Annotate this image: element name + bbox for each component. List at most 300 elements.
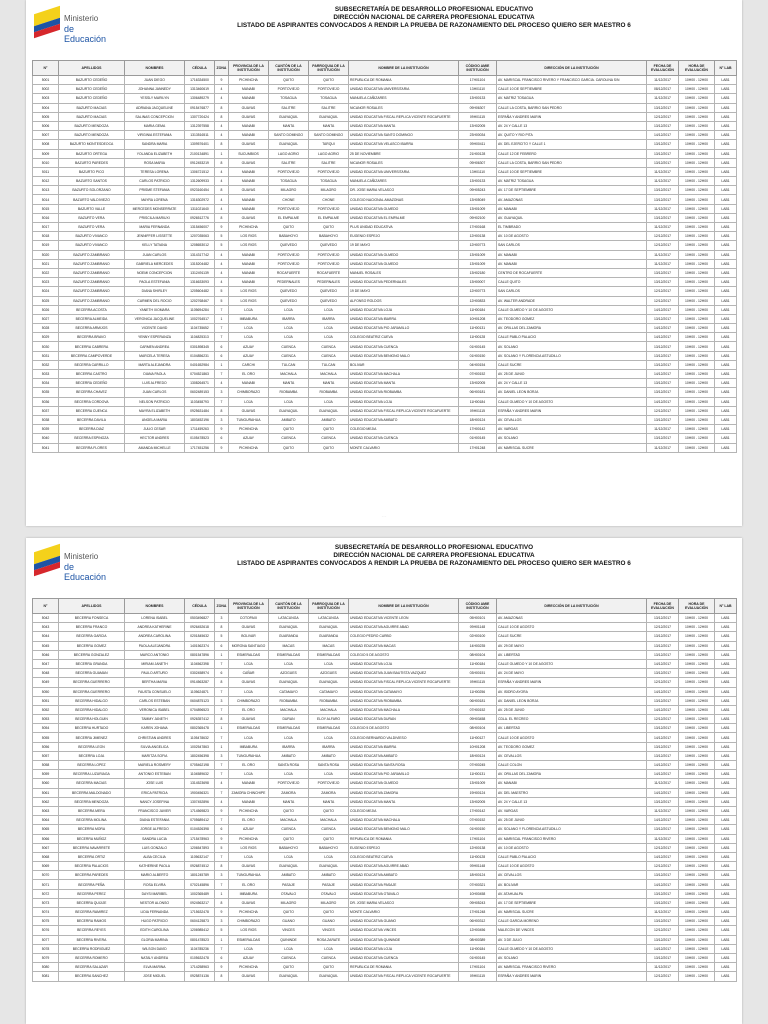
table-cell: 12/12/2017 — [647, 678, 679, 687]
table-cell: 9 — [215, 834, 229, 843]
table-cell: QUITO — [309, 76, 349, 85]
table-row — [33, 85, 737, 94]
table-cell: EL ORO — [229, 705, 269, 714]
table-cell: LAB1 — [715, 816, 737, 825]
table-cell: UNIDAD EDUCATIVA VINCES — [349, 926, 459, 935]
table-cell: 19 DE MAYO — [349, 241, 459, 250]
table-cell: UNIDAD EDUCATIVA MANTA — [349, 121, 459, 130]
table-cell: LAB1 — [715, 296, 737, 305]
table-cell: QUITO — [309, 806, 349, 815]
table-cell: 5033 — [33, 370, 59, 379]
table-cell: 5027 — [33, 314, 59, 323]
table-cell: 1314523698 — [185, 779, 215, 788]
table-cell: BAZURTO MACIAS — [59, 103, 125, 112]
table-cell: 5056 — [33, 742, 59, 751]
table-cell: 10H00 - 12H00 — [679, 415, 715, 424]
table-cell: 13H01009 — [459, 779, 497, 788]
table-cell: CALLE 10 DE AGOSTO — [497, 623, 647, 632]
table-cell: BECERRA FRANCO — [59, 623, 125, 632]
table-cell: PAOLA ALEJANDRA — [125, 641, 185, 650]
table-cell: NICANOR ROSALES — [349, 103, 459, 112]
table-cell: CENTRO DE ROCAFUERTE — [497, 268, 647, 277]
table-cell: UNIDAD EDUCATIVA FISCAL REPLICA VICENTE ROCAFUERTE — [349, 972, 459, 981]
table-row — [33, 112, 737, 121]
table-cell: 4 — [215, 121, 229, 130]
table-cell: AMANDA MICHELLE — [125, 443, 185, 452]
table-cell: LOJA — [269, 659, 309, 668]
table-cell: BECERRA LOPEZ — [59, 761, 125, 770]
table-cell: PEDERNALES — [309, 278, 349, 287]
table-cell: 11H00184 — [459, 944, 497, 953]
table-cell: UNIDAD EDUCATIVA IBARRA — [349, 314, 459, 323]
table-cell: QUITO — [269, 443, 309, 452]
table-cell: MANABI — [229, 204, 269, 213]
table-cell: 10H00 - 12H00 — [679, 434, 715, 443]
table-cell: 5005 — [33, 112, 59, 121]
table-cell: 5066 — [33, 834, 59, 843]
table-cell: 0602489153 — [185, 388, 215, 397]
table-cell: UNIDAD EDUCATIVA IBARRA — [349, 742, 459, 751]
table-cell: 09H00411 — [459, 140, 497, 149]
table-cell: 13/12/2017 — [647, 742, 679, 751]
table-cell: YOLANDA ELIZABETH — [125, 149, 185, 158]
table-cell: QUEVEDO — [309, 287, 349, 296]
table-cell: BAZURTO VIVANCO — [59, 232, 125, 241]
table-cell: JOHANNA JANNEDY — [125, 85, 185, 94]
table-cell: IBARRA — [269, 742, 309, 751]
table-row — [33, 825, 737, 834]
table-cell: 1207035063 — [185, 232, 215, 241]
table-cell: QUEVEDO — [309, 241, 349, 250]
table-cell: GUAYAQUIL — [269, 406, 309, 415]
table-cell: BAZURTO ZAMBRANO — [59, 268, 125, 277]
table-cell: CDLA. EL RECREO — [497, 715, 647, 724]
table-cell: LAB1 — [715, 852, 737, 861]
table-cell: 10H00 - 12H00 — [679, 94, 715, 103]
table-cell: SUCUMBIOS — [229, 149, 269, 158]
table-cell: 3 — [215, 696, 229, 705]
table-cell: YENNY ESPERANZA — [125, 333, 185, 342]
table-cell: BECERRA LUZURIAGA — [59, 770, 125, 779]
table-cell: BECERRA CAMPOVERDE — [59, 351, 125, 360]
table-cell: LAB1 — [715, 186, 737, 195]
table-cell: AV. MATRIZ TOSAGUA — [497, 177, 647, 186]
table-cell: 10H00 - 12H00 — [679, 742, 715, 751]
table-cell: TUNGURAHUA — [229, 871, 269, 880]
table-row — [33, 388, 737, 397]
table-cell: 10H00 - 12H00 — [679, 963, 715, 972]
table-cell: LOS RIOS — [229, 926, 269, 935]
table-cell: MANTA — [309, 121, 349, 130]
table-cell: BECERRA ROMERO — [59, 953, 125, 962]
document-page-2 — [26, 538, 742, 1024]
table-cell: 0503496827 — [185, 614, 215, 623]
table-cell: MACHALA — [309, 816, 349, 825]
table-row — [33, 908, 737, 917]
table-row — [33, 268, 737, 277]
table-cell: 1714569823 — [185, 806, 215, 815]
table-cell: ROSA MARIA — [125, 158, 185, 167]
table-cell: 01H00145 — [459, 342, 497, 351]
table-cell: CUENCA — [309, 825, 349, 834]
table-cell: 10H00 - 12H00 — [679, 250, 715, 259]
table-cell: 10H00 - 12H00 — [679, 761, 715, 770]
table-cell: CUENCA — [269, 953, 309, 962]
table-row — [33, 314, 737, 323]
table-cell: 4 — [215, 131, 229, 140]
table-cell: 13/12/2017 — [647, 953, 679, 962]
table-cell: UNIDAD EDUCATIVA RIOBAMBA — [349, 696, 459, 705]
table-cell: CHIMBORAZO — [229, 696, 269, 705]
table-row — [33, 186, 737, 195]
table-cell: 13/12/2017 — [647, 388, 679, 397]
table-cell: QUITO — [269, 806, 309, 815]
table-cell: AV. DEL MAESTRO — [497, 788, 647, 797]
table-cell: 1316633093 — [185, 278, 215, 287]
table-row — [33, 241, 737, 250]
table-cell: 0925874136 — [185, 972, 215, 981]
table-cell: LORENA ISABEL — [125, 614, 185, 623]
table-cell: 5045 — [33, 641, 59, 650]
table-cell: UNIDAD EDUCATIVA AGUIRRE ABAD — [349, 862, 459, 871]
table-cell: 1002547863 — [185, 742, 215, 751]
table-cell: LOS RIOS — [229, 232, 269, 241]
table-cell: NELSON PATRICIO — [125, 397, 185, 406]
table-cell: 1206985412 — [185, 926, 215, 935]
column-header: CÉDULA — [185, 599, 215, 614]
table-cell: LAB1 — [715, 250, 737, 259]
table-cell: 07H00321 — [459, 880, 497, 889]
table-cell: 0201845632 — [185, 632, 215, 641]
table-cell: 09H03458 — [459, 715, 497, 724]
table-cell: 5026 — [33, 305, 59, 314]
table-cell: AV. 29 DE MAYO — [497, 641, 647, 650]
table-cell: MANABI — [229, 797, 269, 806]
table-cell: UNIDAD EDUCATIVA MACHALA — [349, 370, 459, 379]
table-cell: 13H01110 — [459, 85, 497, 94]
table-cell: AZOGUES — [269, 669, 309, 678]
table-cell: QUITO — [269, 834, 309, 843]
table-cell: MACHALA — [269, 705, 309, 714]
table-cell: 1309576401 — [185, 140, 215, 149]
table-cell: AV. MARISCAL FRANCISCO RIVERO Y FRANCISCO GARCIA. CAROLINA S/N — [497, 76, 647, 85]
table-cell: BAZURTO ORTEGA — [59, 149, 125, 158]
table-cell: GUAYAQUIL — [269, 678, 309, 687]
table-cell: BECERRA RODRIGUEZ — [59, 944, 125, 953]
table-cell: 1313516511 — [185, 131, 215, 140]
table-cell: BECERRA ALMEIDA — [59, 314, 125, 323]
table-cell: LAB1 — [715, 406, 737, 415]
table-cell: 8 — [215, 623, 229, 632]
table-cell: LAB1 — [715, 140, 737, 149]
table-cell: 10H00 - 12H00 — [679, 972, 715, 981]
table-cell: 10H00 - 12H00 — [679, 935, 715, 944]
table-cell: 5011 — [33, 167, 59, 176]
table-cell: LAB1 — [715, 305, 737, 314]
table-cell: 0924563217 — [185, 898, 215, 907]
table-cell: 11/12/2017 — [647, 250, 679, 259]
table-cell: CUENCA — [269, 342, 309, 351]
table-cell: CARLOS ESTEBAN — [125, 696, 185, 705]
table-cell: LOJA — [269, 852, 309, 861]
table-cell: BAZURTO ZAMBRANO — [59, 259, 125, 268]
table-cell: CARCHI — [229, 360, 269, 369]
table-cell: 12/12/2017 — [647, 843, 679, 852]
table-cell: PLUS UNIDAD EDUCATIVA — [349, 223, 459, 232]
table-cell: GUAYAQUIL — [269, 140, 309, 149]
table-cell: MANABI — [229, 250, 269, 259]
aspirants-table — [32, 60, 737, 453]
table-cell: GUAYAQUIL — [309, 623, 349, 632]
table-cell: 1104785236 — [185, 944, 215, 953]
table-cell: 10H00 - 12H00 — [679, 112, 715, 121]
logo-line-2: de Educación — [64, 562, 107, 582]
table-cell: 12/12/2017 — [647, 715, 679, 724]
table-cell: LAB1 — [715, 103, 737, 112]
table-row — [33, 623, 737, 632]
table-cell: 5070 — [33, 871, 59, 880]
table-cell: SANDRA LUCIA — [125, 834, 185, 843]
table-cell: COLEGIO BERNARDO VALDIVIESO — [349, 733, 459, 742]
table-cell: 11H00256 — [459, 687, 497, 696]
table-cell: CALLE LA COSTA, BARRIO SAN PEDRO — [497, 158, 647, 167]
table-cell: 13H00133 — [459, 177, 497, 186]
table-cell: LOJA — [229, 305, 269, 314]
table-row — [33, 862, 737, 871]
table-cell: MANTA — [269, 121, 309, 130]
table-cell: 1104589632 — [185, 770, 215, 779]
table-cell: CALLE SUCRE — [497, 632, 647, 641]
table-cell: 11H00131 — [459, 770, 497, 779]
table-cell: COLEGIO MEJIA — [349, 806, 459, 815]
table-cell: LUIS GONZALO — [125, 843, 185, 852]
table-cell: LAB1 — [715, 926, 737, 935]
table-cell: ANTONIO ESTEBAN — [125, 770, 185, 779]
table-cell: IMBABURA — [229, 742, 269, 751]
table-cell: AV. MANABI — [497, 204, 647, 213]
table-row — [33, 944, 737, 953]
column-header: N° — [33, 61, 59, 76]
table-cell: 14/12/2017 — [647, 788, 679, 797]
table-row — [33, 370, 737, 379]
table-row — [33, 177, 737, 186]
table-cell: UNIDAD EDUCATIVA CUENCA — [349, 434, 459, 443]
table-cell: AV. CEVALLOS — [497, 871, 647, 880]
table-cell: LOJA — [229, 944, 269, 953]
table-cell: LAB1 — [715, 388, 737, 397]
table-cell: AV. SOLANO — [497, 342, 647, 351]
table-row — [33, 158, 737, 167]
table-cell: UNIDAD EDUCATIVA FISCAL REPLICA VICENTE ROCAFUERTE — [349, 678, 459, 687]
table-cell: AZUAY — [229, 953, 269, 962]
title-line-2: DIRECCIÓN NACIONAL DE CARRERA PROFESIONAL EDUCATIVA — [333, 552, 535, 560]
table-cell: 5064 — [33, 816, 59, 825]
table-cell: LAB1 — [715, 232, 737, 241]
table-cell: 5050 — [33, 687, 59, 696]
table-cell: CALLE SUCRE — [497, 360, 647, 369]
table-cell: PICHINCHA — [229, 806, 269, 815]
flag-emblem-icon — [34, 544, 60, 576]
table-cell: 1307720424 — [185, 112, 215, 121]
table-cell: LAB1 — [715, 972, 737, 981]
table-cell: AV. MARISCAL SUCRE — [497, 908, 647, 917]
table-cell: LAB1 — [715, 944, 737, 953]
table-cell: 13/12/2017 — [647, 669, 679, 678]
table-cell: SAN CARLOS — [497, 287, 647, 296]
column-header: ZONA — [215, 599, 229, 614]
table-cell: 17H01104 — [459, 834, 497, 843]
table-cell: 5020 — [33, 250, 59, 259]
table-cell: BECERRA MOLINA — [59, 816, 125, 825]
table-cell: AV. LIBERTAD — [497, 724, 647, 733]
table-cell: 10H00 - 12H00 — [679, 788, 715, 797]
table-cell: IBARRA — [269, 314, 309, 323]
table-cell: OTAVALO — [309, 889, 349, 898]
table-cell: LAB1 — [715, 397, 737, 406]
table-cell: BAZURTO PAREDES — [59, 158, 125, 167]
table-cell: MANABI — [229, 94, 269, 103]
table-cell: MACAS — [309, 641, 349, 650]
table-cell: EL ORO — [229, 816, 269, 825]
table-cell: 1208653012 — [185, 241, 215, 250]
table-cell: UNIDAD EDUCATIVA JUAN BAUTISTA VAZQUEZ — [349, 669, 459, 678]
table-cell: CUENCA — [309, 434, 349, 443]
table-cell: 13/12/2017 — [647, 149, 679, 158]
table-cell: CHRISTIAN ANDRES — [125, 733, 185, 742]
table-cell: BECERRA CASTRO — [59, 370, 125, 379]
table-cell: 1716334500 — [185, 76, 215, 85]
table-cell: 13/12/2017 — [647, 696, 679, 705]
table-row — [33, 724, 737, 733]
table-cell: JOSE MIGUEL — [125, 972, 185, 981]
table-cell: 0604125873 — [185, 917, 215, 926]
table-cell: 10H00 - 12H00 — [679, 324, 715, 333]
table-cell: SANTA ROSA — [309, 761, 349, 770]
column-header: CÓDIGO AMIE INSTITUCIÓN — [459, 61, 497, 76]
ministerio-logo — [34, 6, 114, 50]
table-cell: 12/12/2017 — [647, 287, 679, 296]
column-header: PARROQUIA DE LA INSTITUCIÓN — [309, 61, 349, 76]
table-cell: BAZURTO ZAMBRANO — [59, 296, 125, 305]
table-cell: 10H00 - 12H00 — [679, 167, 715, 176]
table-cell: 7 — [215, 788, 229, 797]
table-cell: TUNGURAHUA — [229, 751, 269, 760]
table-cell: 1717451256 — [185, 443, 215, 452]
table-cell: EL EMPALME — [309, 213, 349, 222]
table-cell: NANCY JOSEFINA — [125, 797, 185, 806]
table-cell: 07H00152 — [459, 370, 497, 379]
table-cell: 10H00 - 12H00 — [679, 724, 715, 733]
table-cell: 14H00235 — [459, 641, 497, 650]
table-cell: PORTOVIEJO — [269, 250, 309, 259]
table-cell: 10H00 - 12H00 — [679, 926, 715, 935]
table-cell: 7 — [215, 852, 229, 861]
table-cell: 5080 — [33, 963, 59, 972]
table-cell: 1312609933 — [185, 177, 215, 186]
table-cell: 10H00 - 12H00 — [679, 121, 715, 130]
table-cell: SALITRE — [269, 103, 309, 112]
table-cell: AV. ATAHUALPA — [497, 889, 647, 898]
table-cell: PICHINCHA — [229, 908, 269, 917]
table-cell: LAGO AGRIO — [269, 149, 309, 158]
table-cell: LAB1 — [715, 351, 737, 360]
table-cell: CUENCA — [309, 351, 349, 360]
table-cell: PORTOVIEJO — [309, 259, 349, 268]
table-cell: 11H00184 — [459, 659, 497, 668]
table-cell: UNIDAD EDUCATIVA PIO JARAMILLO — [349, 324, 459, 333]
table-cell: SALINAS CONCEPCION — [125, 112, 185, 121]
table-cell: QUEVEDO — [269, 287, 309, 296]
table-cell: LAB1 — [715, 379, 737, 388]
column-header: PARROQUIA DE LA INSTITUCIÓN — [309, 599, 349, 614]
table-cell: LAB1 — [715, 963, 737, 972]
table-cell: 8 — [215, 898, 229, 907]
table-row — [33, 204, 737, 213]
table-cell: 10H00 - 12H00 — [679, 632, 715, 641]
table-cell: 1104825313 — [185, 333, 215, 342]
table-cell: 13/12/2017 — [647, 268, 679, 277]
table-cell: 09H06307 — [459, 158, 497, 167]
table-cell: MANUEL ROSALES — [349, 268, 459, 277]
table-cell: 10H00 - 12H00 — [679, 898, 715, 907]
table-row — [33, 195, 737, 204]
table-cell: 6 — [215, 953, 229, 962]
table-cell: LAB1 — [715, 415, 737, 424]
column-header: N° — [33, 599, 59, 614]
table-cell: AV. SOLANO — [497, 953, 647, 962]
table-cell: 03H00151 — [459, 669, 497, 678]
table-cell: ESMERALDAS — [269, 650, 309, 659]
table-cell: MANABI — [229, 278, 269, 287]
table-cell: LAB1 — [715, 715, 737, 724]
table-cell: 11/12/2017 — [647, 167, 679, 176]
column-header: NOMBRES — [125, 61, 185, 76]
table-cell: EL TIMBRADO — [497, 223, 647, 232]
table-cell: MANABI — [229, 121, 269, 130]
table-cell: CALLE 10 DE SEPTIEMBRE — [497, 167, 647, 176]
table-cell: LAB1 — [715, 195, 737, 204]
table-cell: AV. 24 Y CALLE 13 — [497, 379, 647, 388]
column-header: NOMBRE DE LA INSTITUCIÓN — [349, 599, 459, 614]
table-cell: BAZURTO SANTOS — [59, 177, 125, 186]
table-cell: 5052 — [33, 705, 59, 714]
table-cell: ESPAÑA Y ANDRES MARIN — [497, 972, 647, 981]
table-cell: GUAYAS — [229, 140, 269, 149]
table-cell: UNIDAD EDUCATIVA QUININDE — [349, 935, 459, 944]
table-cell: UNIDAD EDUCATIVA OLMEDO — [349, 204, 459, 213]
table-cell: 1205604482 — [185, 287, 215, 296]
table-cell: BECERRA CUENCA — [59, 406, 125, 415]
table-cell: 4 — [215, 779, 229, 788]
table-cell: AV. ORILLAS DEL ZAMORA — [497, 770, 647, 779]
table-cell: BAZURTO CEDEÑO — [59, 76, 125, 85]
table-cell: LOJA — [309, 305, 349, 314]
table-cell: 5065 — [33, 825, 59, 834]
table-cell: PASAJE — [269, 880, 309, 889]
table-cell: BECERRA GONZALEZ — [59, 650, 125, 659]
table-cell: 0401652984 — [185, 360, 215, 369]
table-cell: AMBATO — [309, 751, 349, 760]
table-cell: 13/12/2017 — [647, 360, 679, 369]
table-cell: 08H00104 — [459, 650, 497, 659]
table-cell: FRANCISCO JAVIER — [125, 806, 185, 815]
table-cell: AV. 24 Y CALLE 13 — [497, 121, 647, 130]
table-cell: 13/12/2017 — [647, 614, 679, 623]
table-row — [33, 751, 737, 760]
column-header: CANTÓN DE LA INSTITUCIÓN — [269, 61, 309, 76]
table-cell: 1314317742 — [185, 250, 215, 259]
table-cell: 1105478632 — [185, 733, 215, 742]
